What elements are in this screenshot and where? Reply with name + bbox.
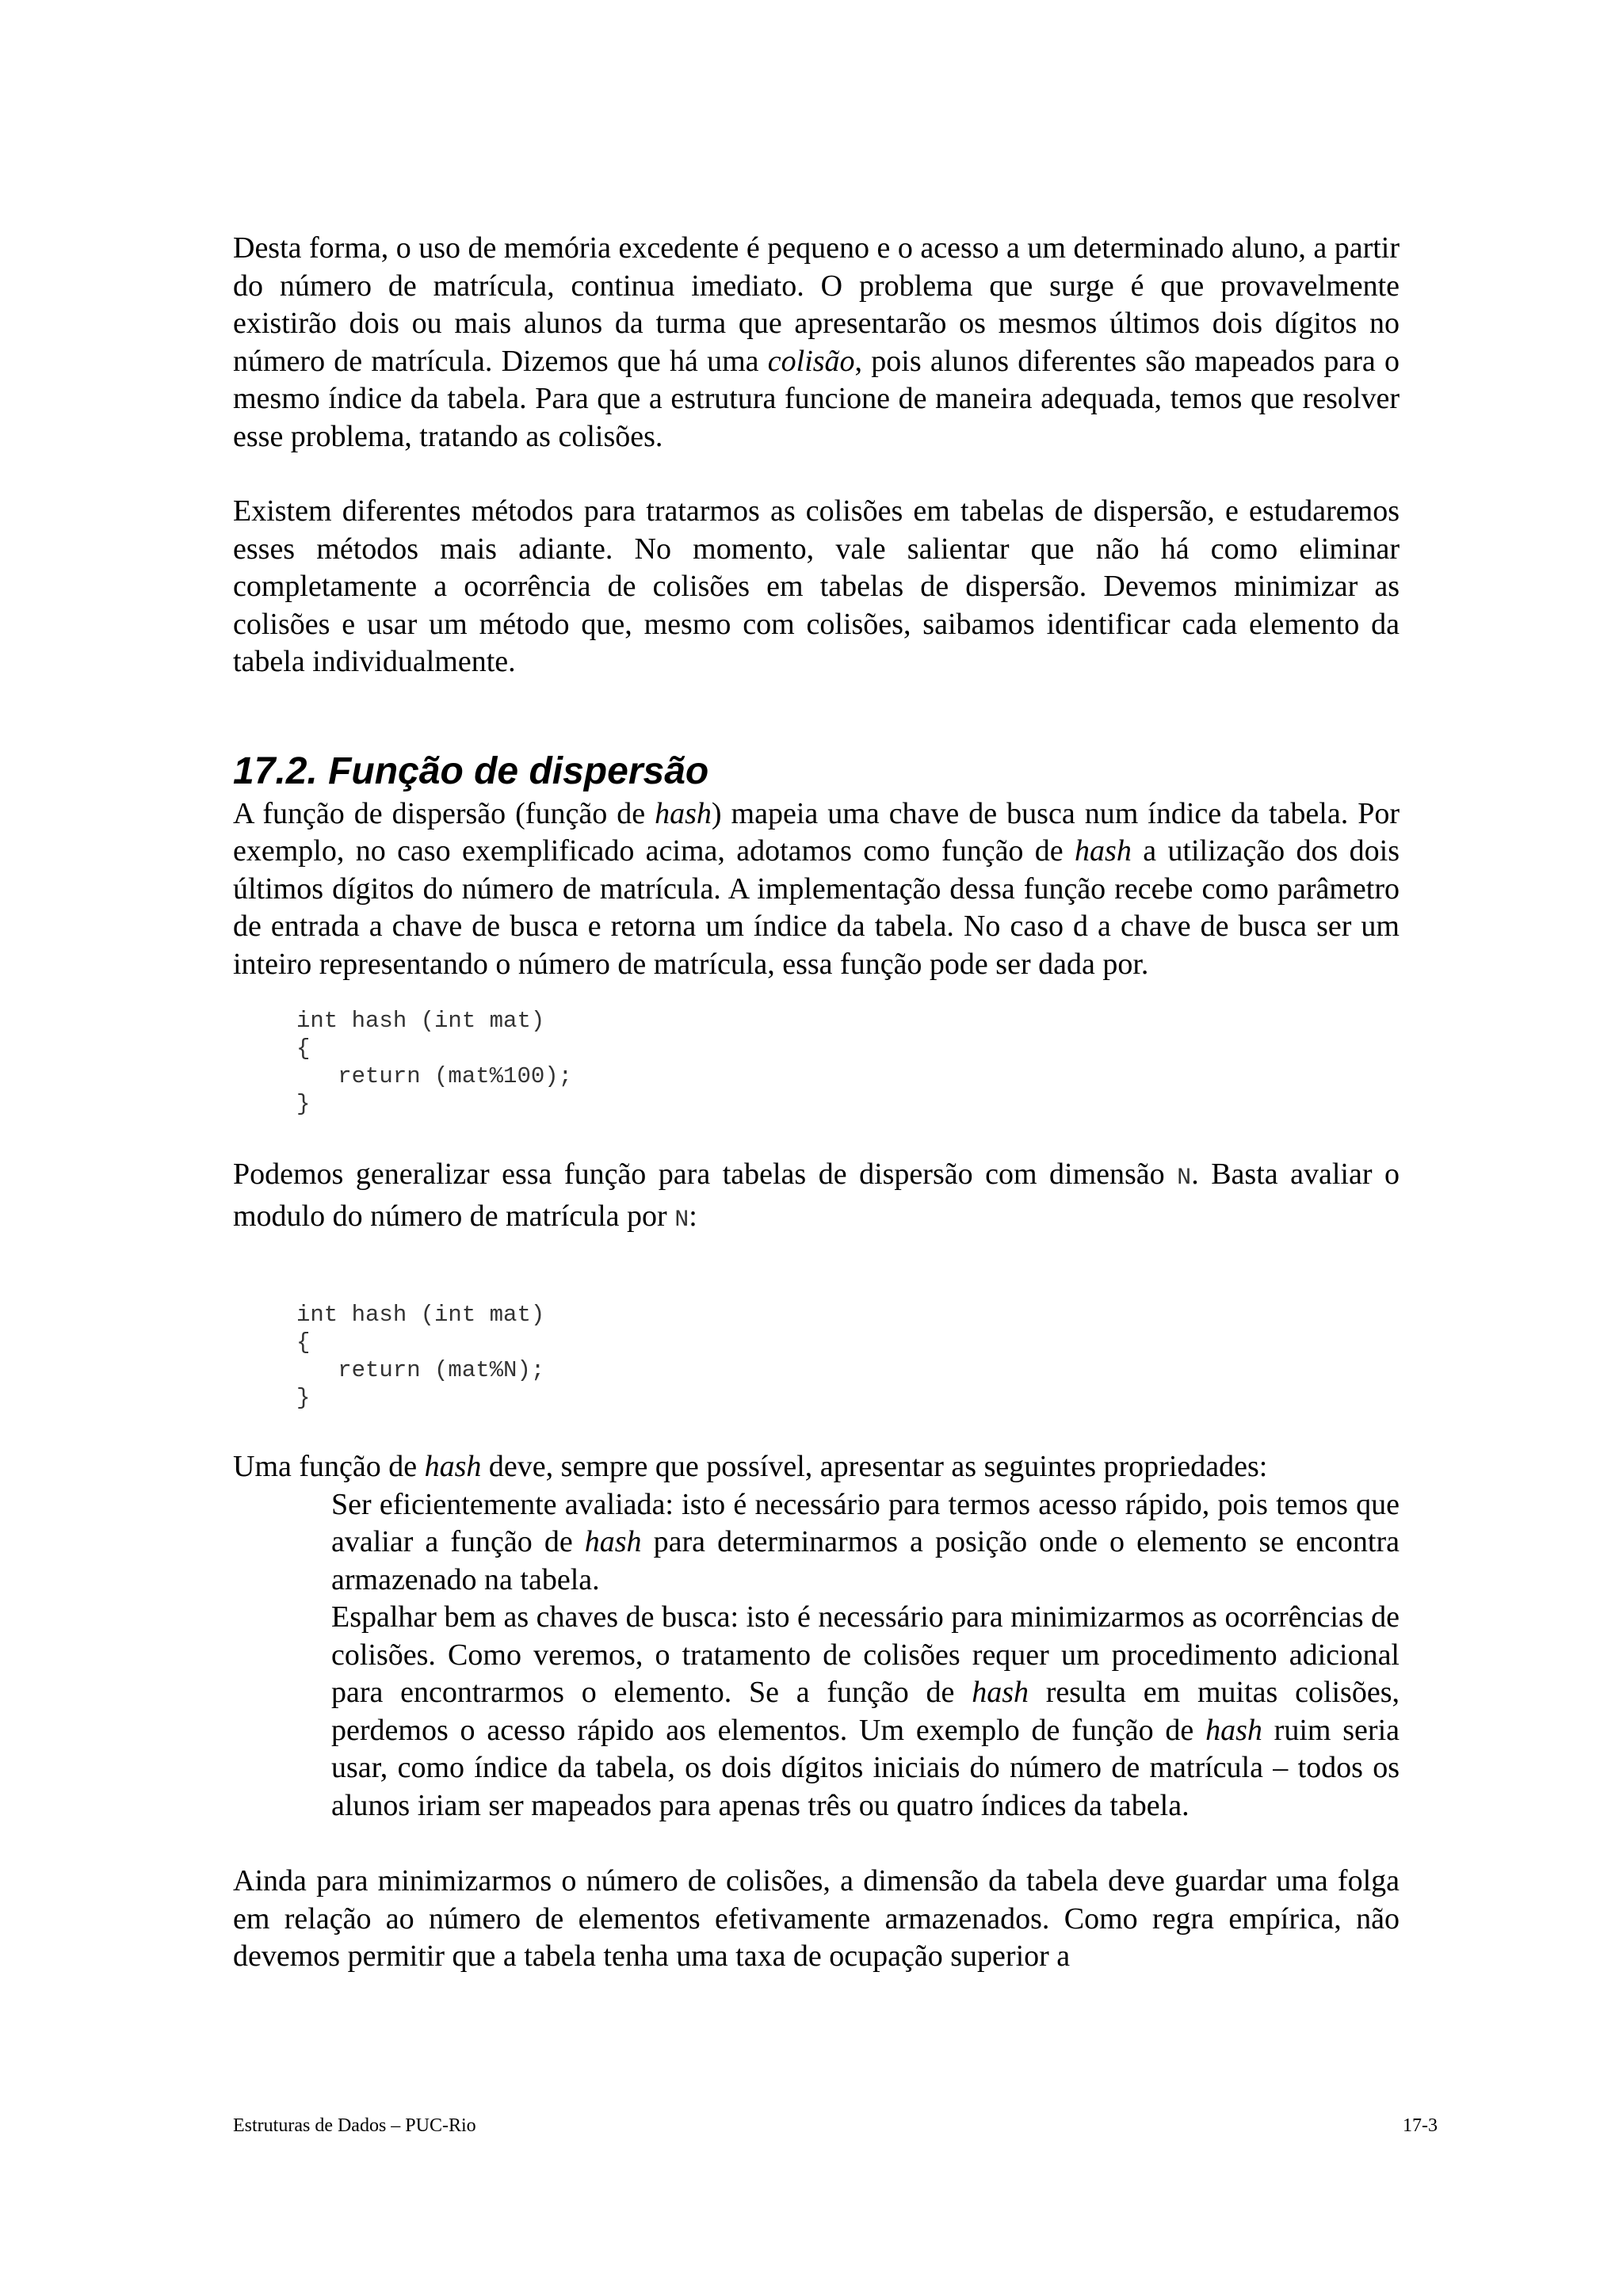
text: ) mapeia uma chave de busca num índice da tabela. Por exemplo, no caso exemplificado acima, adotamos como função de <box>233 796 1400 868</box>
emphasis-hash: hash <box>424 1450 482 1483</box>
page-number: 17-3 <box>1403 2115 1438 2136</box>
text: ruim seria usar, como índice da tabela, os dois dígitos iniciais do número de matrícula – todos os alunos iriam ser mapeados para apenas três ou quatro índices da tabela. <box>331 1713 1400 1822</box>
paragraph-table-slack: Ainda para minimizarmos o número de colisões, a dimensão da tabela deve guardar uma folga em relação ao número de elementos efetivamente armazenados. Como regra empírica, não devemos permitir que a tabela tenha uma taxa de ocupação superior a <box>233 1864 1400 1973</box>
text: para determinarmos a posição onde o elemento se encontra armazenado na tabela. <box>331 1525 1400 1596</box>
text: A função de dispersão (função de <box>233 796 655 830</box>
paragraph-collision-methods: Existem diferentes métodos para tratarmos as colisões em tabelas de dispersão, e estudaremos esses métodos mais adiante. No momento, vale salientar que não há como eliminar completamente a ocorrência de colisões em tabelas de dispersão. Devemos minimizar as colisões e usar um método que, mesmo com colisões, saibamos identificar cada elemento da tabela individualmente. <box>233 494 1400 678</box>
code-inline-n: N <box>1177 1165 1192 1192</box>
text: Podemos generalizar essa função para tabelas de dispersão com dimensão <box>233 1158 1178 1191</box>
properties-list <box>233 1486 1400 1825</box>
text: Uma função de <box>233 1450 425 1483</box>
emphasis-hash: hash <box>972 1676 1029 1709</box>
text: Ser eficientemente avaliada: isto é necessário para termos acesso rápido, pois temos que avaliar a função de <box>331 1487 1400 1558</box>
code-block-hash-100: int hash (int mat) { return (mat%100); } <box>296 1008 573 1117</box>
paragraph-properties-intro <box>233 1448 1400 1486</box>
footer-title: Estruturas de Dados – PUC-Rio <box>233 2115 476 2136</box>
property-spread <box>331 1599 1400 1825</box>
emphasis-collision: colisão <box>767 344 855 378</box>
text: resulta em muitas colisões, perdemos o acesso rápido aos elementos. Um exemplo de função de <box>331 1676 1400 1747</box>
text: . Basta avaliar o modulo do número de matrícula por <box>233 1158 1400 1233</box>
emphasis-hash: hash <box>1075 834 1132 868</box>
section-title: 17.2. Função de dispersão <box>233 749 709 792</box>
paragraph-collision-intro <box>233 230 1400 456</box>
text: Desta forma, o uso de memória excedente é pequeno e o acesso a um determinado aluno, a partir do número de matrícula, continua imediato. O problema que surge é que provavelmente existirão dois ou mais alunos da turma que apresentarão os mesmos últimos dois dígitos no número de matrícula. Dizemos que há uma <box>233 231 1400 378</box>
text: deve, sempre que possível, apresentar as seguintes propriedades: <box>481 1450 1268 1483</box>
code-block-hash-n: int hash (int mat) { return (mat%N); } <box>296 1302 545 1411</box>
text: , pois alunos diferentes são mapeados para o mesmo índice da tabela. Para que a estrutura funcione de maneira adequada, temos que resolver esse problema, tratando as colisões. <box>233 344 1400 453</box>
text: : <box>689 1199 697 1233</box>
page-content <box>233 230 1400 1976</box>
text: a utilização dos dois últimos dígitos do número de matrícula. A implementação dessa função recebe como parâmetro de entrada a chave de busca e retorna um índice da tabela. No caso d a chave de busca ser um inteiro representando o número de matrícula, essa função pode ser dada por. <box>233 834 1400 981</box>
emphasis-hash: hash <box>655 796 712 830</box>
code-inline-n: N <box>674 1206 689 1234</box>
paragraph-hash-function <box>233 795 1400 984</box>
emphasis-hash: hash <box>1205 1713 1262 1747</box>
paragraph-generalize <box>233 1156 1400 1239</box>
text: Espalhar bem as chaves de busca: isto é necessário para minimizarmos as ocorrências de colisões. Como veremos, o tratamento de colisões requer um procedimento adicional para encontrarmos o elemento. Se a função de <box>331 1600 1400 1709</box>
property-efficient <box>331 1486 1400 1600</box>
emphasis-hash: hash <box>584 1525 642 1558</box>
